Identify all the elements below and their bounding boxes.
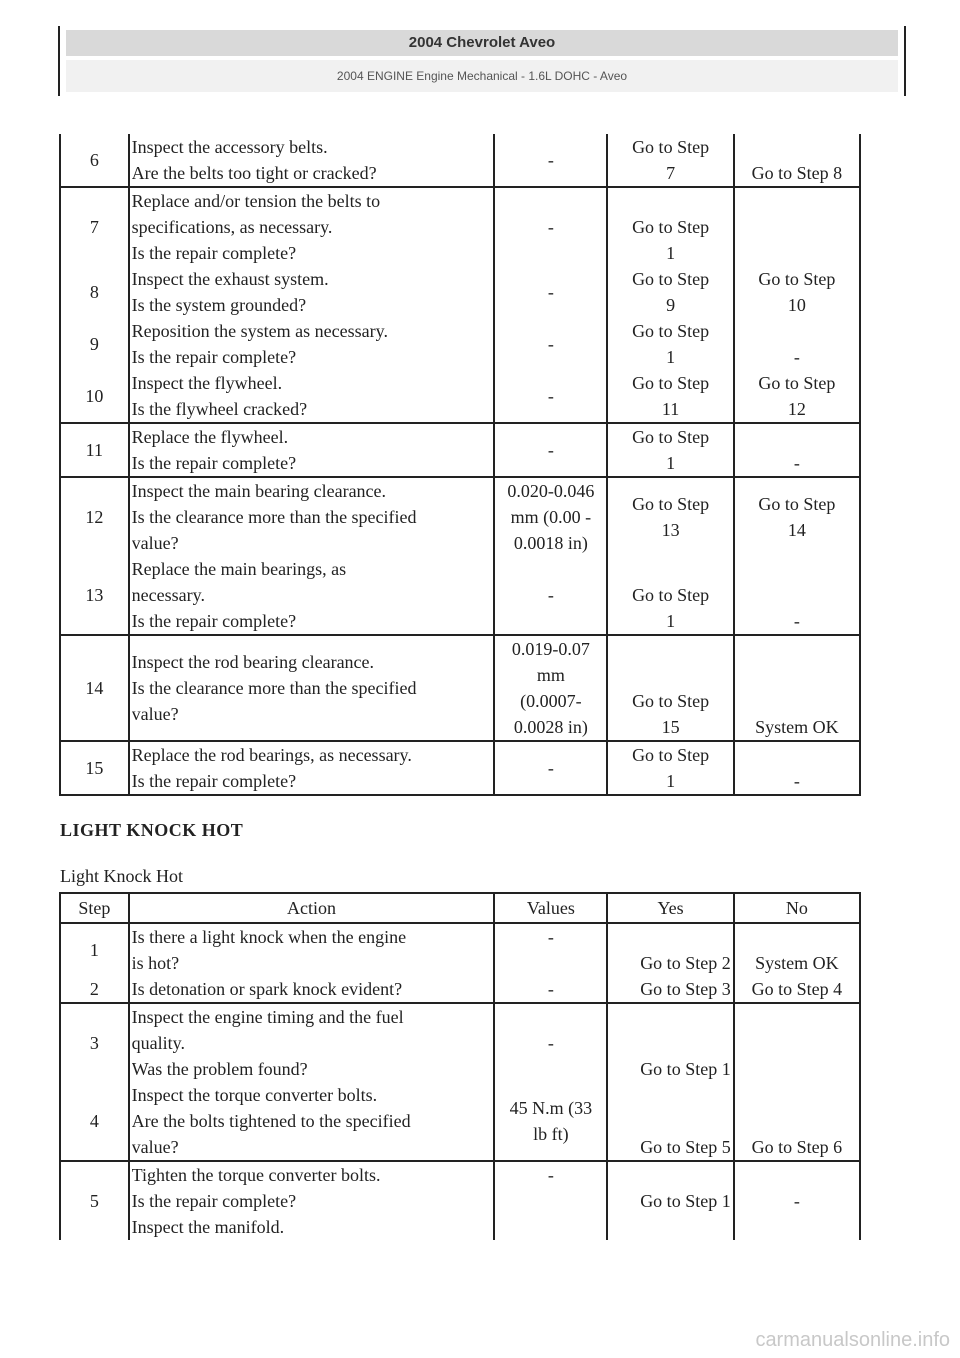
no-cell: [734, 556, 860, 635]
action-line: Is the system grounded?: [131, 295, 307, 315]
action-line: Is detonation or spark knock evident?: [131, 979, 403, 999]
action-line: value?: [131, 533, 179, 553]
action-line: Tighten the torque converter bolts.: [131, 1165, 381, 1185]
value-line: 0.020-0.046: [507, 481, 595, 501]
step-cell: 4: [60, 1082, 129, 1161]
yes-line: Go to Step: [632, 585, 710, 605]
no-line: System OK: [755, 717, 839, 737]
yes-line: Go to Step: [632, 745, 710, 765]
page-subtitle: 2004 ENGINE Engine Mechanical - 1.6L DOHC - Aveo: [66, 60, 898, 92]
yes-cell: Go to Step 1: [607, 1003, 733, 1082]
yes-cell: [607, 318, 733, 370]
step-cell: 7: [60, 187, 129, 266]
section-heading: LIGHT KNOCK HOT: [60, 820, 244, 840]
value-line: 0.0028 in): [513, 717, 588, 737]
values-cell: -: [494, 187, 607, 266]
yes-cell: [607, 556, 733, 635]
no-line: Go to Step: [758, 269, 836, 289]
yes-cell: [607, 134, 733, 187]
yes-line: Go to Step: [632, 494, 710, 514]
values-cell: -: [494, 266, 607, 318]
column-header: Values: [494, 893, 607, 923]
table-row: [60, 1003, 860, 1082]
action-line: Is there a light knock when the engine: [131, 927, 407, 947]
column-header: Action: [129, 893, 495, 923]
action-cell: [129, 423, 495, 477]
yes-line: Go to Step: [632, 137, 710, 157]
yes-line: Go to Step: [632, 373, 710, 393]
value-line: mm (0.00 -: [510, 507, 592, 527]
yes-cell: [607, 477, 733, 556]
action-cell: [129, 477, 495, 556]
table-row: [60, 556, 860, 635]
yes-line: 15: [661, 717, 680, 737]
action-line: Replace the flywheel.: [131, 427, 289, 447]
action-line: Is the clearance more than the specified: [131, 507, 417, 527]
action-line: Is the flywheel cracked?: [131, 399, 308, 419]
action-line: Inspect the torque converter bolts.: [131, 1085, 378, 1105]
action-cell: [129, 976, 495, 1003]
action-line: specifications, as necessary.: [131, 217, 333, 237]
table-row: [60, 741, 860, 795]
table-row: [60, 635, 860, 741]
step-cell: 5: [60, 1161, 129, 1240]
column-header: Yes: [607, 893, 733, 923]
no-line: -: [793, 771, 800, 791]
value-line: 45 N.m (33: [509, 1098, 593, 1118]
table-row: [60, 976, 860, 1003]
values-cell: -: [494, 976, 607, 1003]
yes-cell: [607, 187, 733, 266]
table-row: [60, 423, 860, 477]
action-cell: [129, 266, 495, 318]
action-line: is hot?: [131, 953, 180, 973]
column-header: No: [734, 893, 860, 923]
action-line: Replace the rod bearings, as necessary.: [131, 745, 412, 765]
action-line: Is the repair complete?: [131, 243, 297, 263]
no-cell: [734, 741, 860, 795]
no-cell: [734, 477, 860, 556]
table-row: [60, 1082, 860, 1161]
yes-line: 1: [666, 771, 676, 791]
action-cell: [129, 923, 495, 976]
yes-line: Go to Step: [632, 217, 710, 237]
no-line: Go to Step: [758, 373, 836, 393]
values-cell: -: [494, 134, 607, 187]
page-header: [58, 26, 906, 96]
no-line: Go to Step 8: [751, 163, 843, 183]
no-cell: [734, 635, 860, 741]
yes-cell: [607, 370, 733, 423]
action-line: Are the bolts tightened to the specified: [131, 1111, 411, 1131]
no-cell: Go to Step 6: [734, 1082, 860, 1161]
action-cell: [129, 741, 495, 795]
step-cell: 8: [60, 266, 129, 318]
value-line: 0.0018 in): [513, 533, 588, 553]
no-cell: [734, 266, 860, 318]
action-line: Is the clearance more than the specified: [131, 678, 417, 698]
action-line: Is the repair complete?: [131, 1191, 297, 1211]
no-cell: System OK: [734, 923, 860, 976]
step-cell: 14: [60, 635, 129, 741]
value-line: mm: [536, 665, 565, 685]
step-cell: 11: [60, 423, 129, 477]
action-line: quality.: [131, 1033, 185, 1053]
no-line: -: [793, 453, 800, 473]
action-cell: [129, 556, 495, 635]
yes-line: 1: [666, 347, 676, 367]
values-cell: [494, 635, 607, 741]
yes-cell: [607, 423, 733, 477]
action-line: value?: [131, 704, 179, 724]
action-line: Is the repair complete?: [131, 453, 297, 473]
action-cell: [129, 370, 495, 423]
no-line: -: [793, 611, 800, 631]
diagnostic-table-continued: [59, 134, 861, 796]
no-cell: -: [734, 1161, 860, 1240]
values-cell: [494, 477, 607, 556]
table-row: [60, 134, 860, 187]
action-line: Inspect the main bearing clearance.: [131, 481, 387, 501]
no-cell: [734, 318, 860, 370]
table-row: [60, 477, 860, 556]
action-line: Inspect the accessory belts.: [131, 137, 328, 157]
watermark: carmanualsonline.info: [755, 1329, 950, 1351]
step-cell: 1: [60, 923, 129, 976]
yes-line: Go to Step: [632, 269, 710, 289]
step-cell: 13: [60, 556, 129, 635]
values-cell: -: [494, 370, 607, 423]
table-row: [60, 1161, 860, 1240]
step-cell: 9: [60, 318, 129, 370]
action-line: Are the belts too tight or cracked?: [131, 163, 377, 183]
step-cell: 12: [60, 477, 129, 556]
action-line: Replace and/or tension the belts to: [131, 191, 381, 211]
table-row: [60, 187, 860, 266]
action-line: value?: [131, 1137, 179, 1157]
yes-line: 13: [661, 520, 680, 540]
yes-cell: [607, 266, 733, 318]
yes-cell: Go to Step 3: [607, 976, 733, 1003]
no-cell: [734, 134, 860, 187]
yes-line: 11: [661, 399, 680, 419]
action-line: Inspect the rod bearing clearance.: [131, 652, 375, 672]
action-line: Replace the main bearings, as: [131, 559, 347, 579]
light-knock-hot-table: [59, 892, 861, 1240]
yes-cell: Go to Step 2: [607, 923, 733, 976]
no-line: 10: [787, 295, 806, 315]
no-cell: [734, 423, 860, 477]
action-cell: [129, 1003, 495, 1082]
yes-cell: [607, 741, 733, 795]
action-cell: [129, 187, 495, 266]
values-cell: -: [494, 1161, 607, 1240]
action-line: Is the repair complete?: [131, 611, 297, 631]
yes-line: Go to Step: [632, 321, 710, 341]
values-cell: -: [494, 1003, 607, 1082]
no-cell: [734, 187, 860, 266]
yes-line: 1: [666, 611, 676, 631]
table-caption: Light Knock Hot: [60, 866, 183, 886]
values-cell: -: [494, 556, 607, 635]
yes-line: Go to Step: [632, 691, 710, 711]
action-line: Is the repair complete?: [131, 347, 297, 367]
action-line: Inspect the flywheel.: [131, 373, 283, 393]
action-line: Inspect the engine timing and the fuel: [131, 1007, 404, 1027]
table-row: [60, 318, 860, 370]
action-line: Reposition the system as necessary.: [131, 321, 388, 341]
yes-cell: [607, 635, 733, 741]
page-title: 2004 Chevrolet Aveo: [66, 30, 898, 56]
step-cell: 10: [60, 370, 129, 423]
no-cell: [734, 370, 860, 423]
no-line: 12: [787, 399, 806, 419]
table-row: [60, 923, 860, 976]
action-cell: [129, 1161, 495, 1240]
step-cell: 2: [60, 976, 129, 1003]
column-header: Step: [60, 893, 129, 923]
values-cell: -: [494, 923, 607, 976]
action-cell: [129, 318, 495, 370]
no-cell: [734, 1003, 860, 1082]
yes-cell: Go to Step 1: [607, 1161, 733, 1240]
action-line: Was the problem found?: [131, 1059, 308, 1079]
step-cell: 3: [60, 1003, 129, 1082]
action-cell: [129, 1082, 495, 1161]
no-line: 14: [787, 520, 806, 540]
yes-line: 1: [666, 453, 676, 473]
value-line: lb ft): [533, 1124, 569, 1144]
yes-line: 7: [666, 163, 676, 183]
step-cell: 6: [60, 134, 129, 187]
values-cell: [494, 1082, 607, 1161]
no-line: Go to Step: [758, 494, 836, 514]
value-line: 0.019-0.07: [511, 639, 590, 659]
yes-line: Go to Step: [632, 427, 710, 447]
action-line: Is the repair complete?: [131, 771, 297, 791]
table-row: [60, 266, 860, 318]
no-line: -: [793, 347, 800, 367]
yes-line: 9: [666, 295, 676, 315]
yes-line: 1: [666, 243, 676, 263]
action-line: necessary.: [131, 585, 205, 605]
action-cell: [129, 635, 495, 741]
action-cell: [129, 134, 495, 187]
no-cell: Go to Step 4: [734, 976, 860, 1003]
action-line: Inspect the manifold.: [131, 1217, 285, 1237]
step-cell: 15: [60, 741, 129, 795]
yes-cell: Go to Step 5: [607, 1082, 733, 1161]
action-line: Inspect the exhaust system.: [131, 269, 329, 289]
table-row: [60, 370, 860, 423]
value-line: (0.0007-: [520, 691, 582, 711]
values-cell: -: [494, 318, 607, 370]
values-cell: -: [494, 423, 607, 477]
table-header-row: [60, 893, 860, 923]
values-cell: -: [494, 741, 607, 795]
